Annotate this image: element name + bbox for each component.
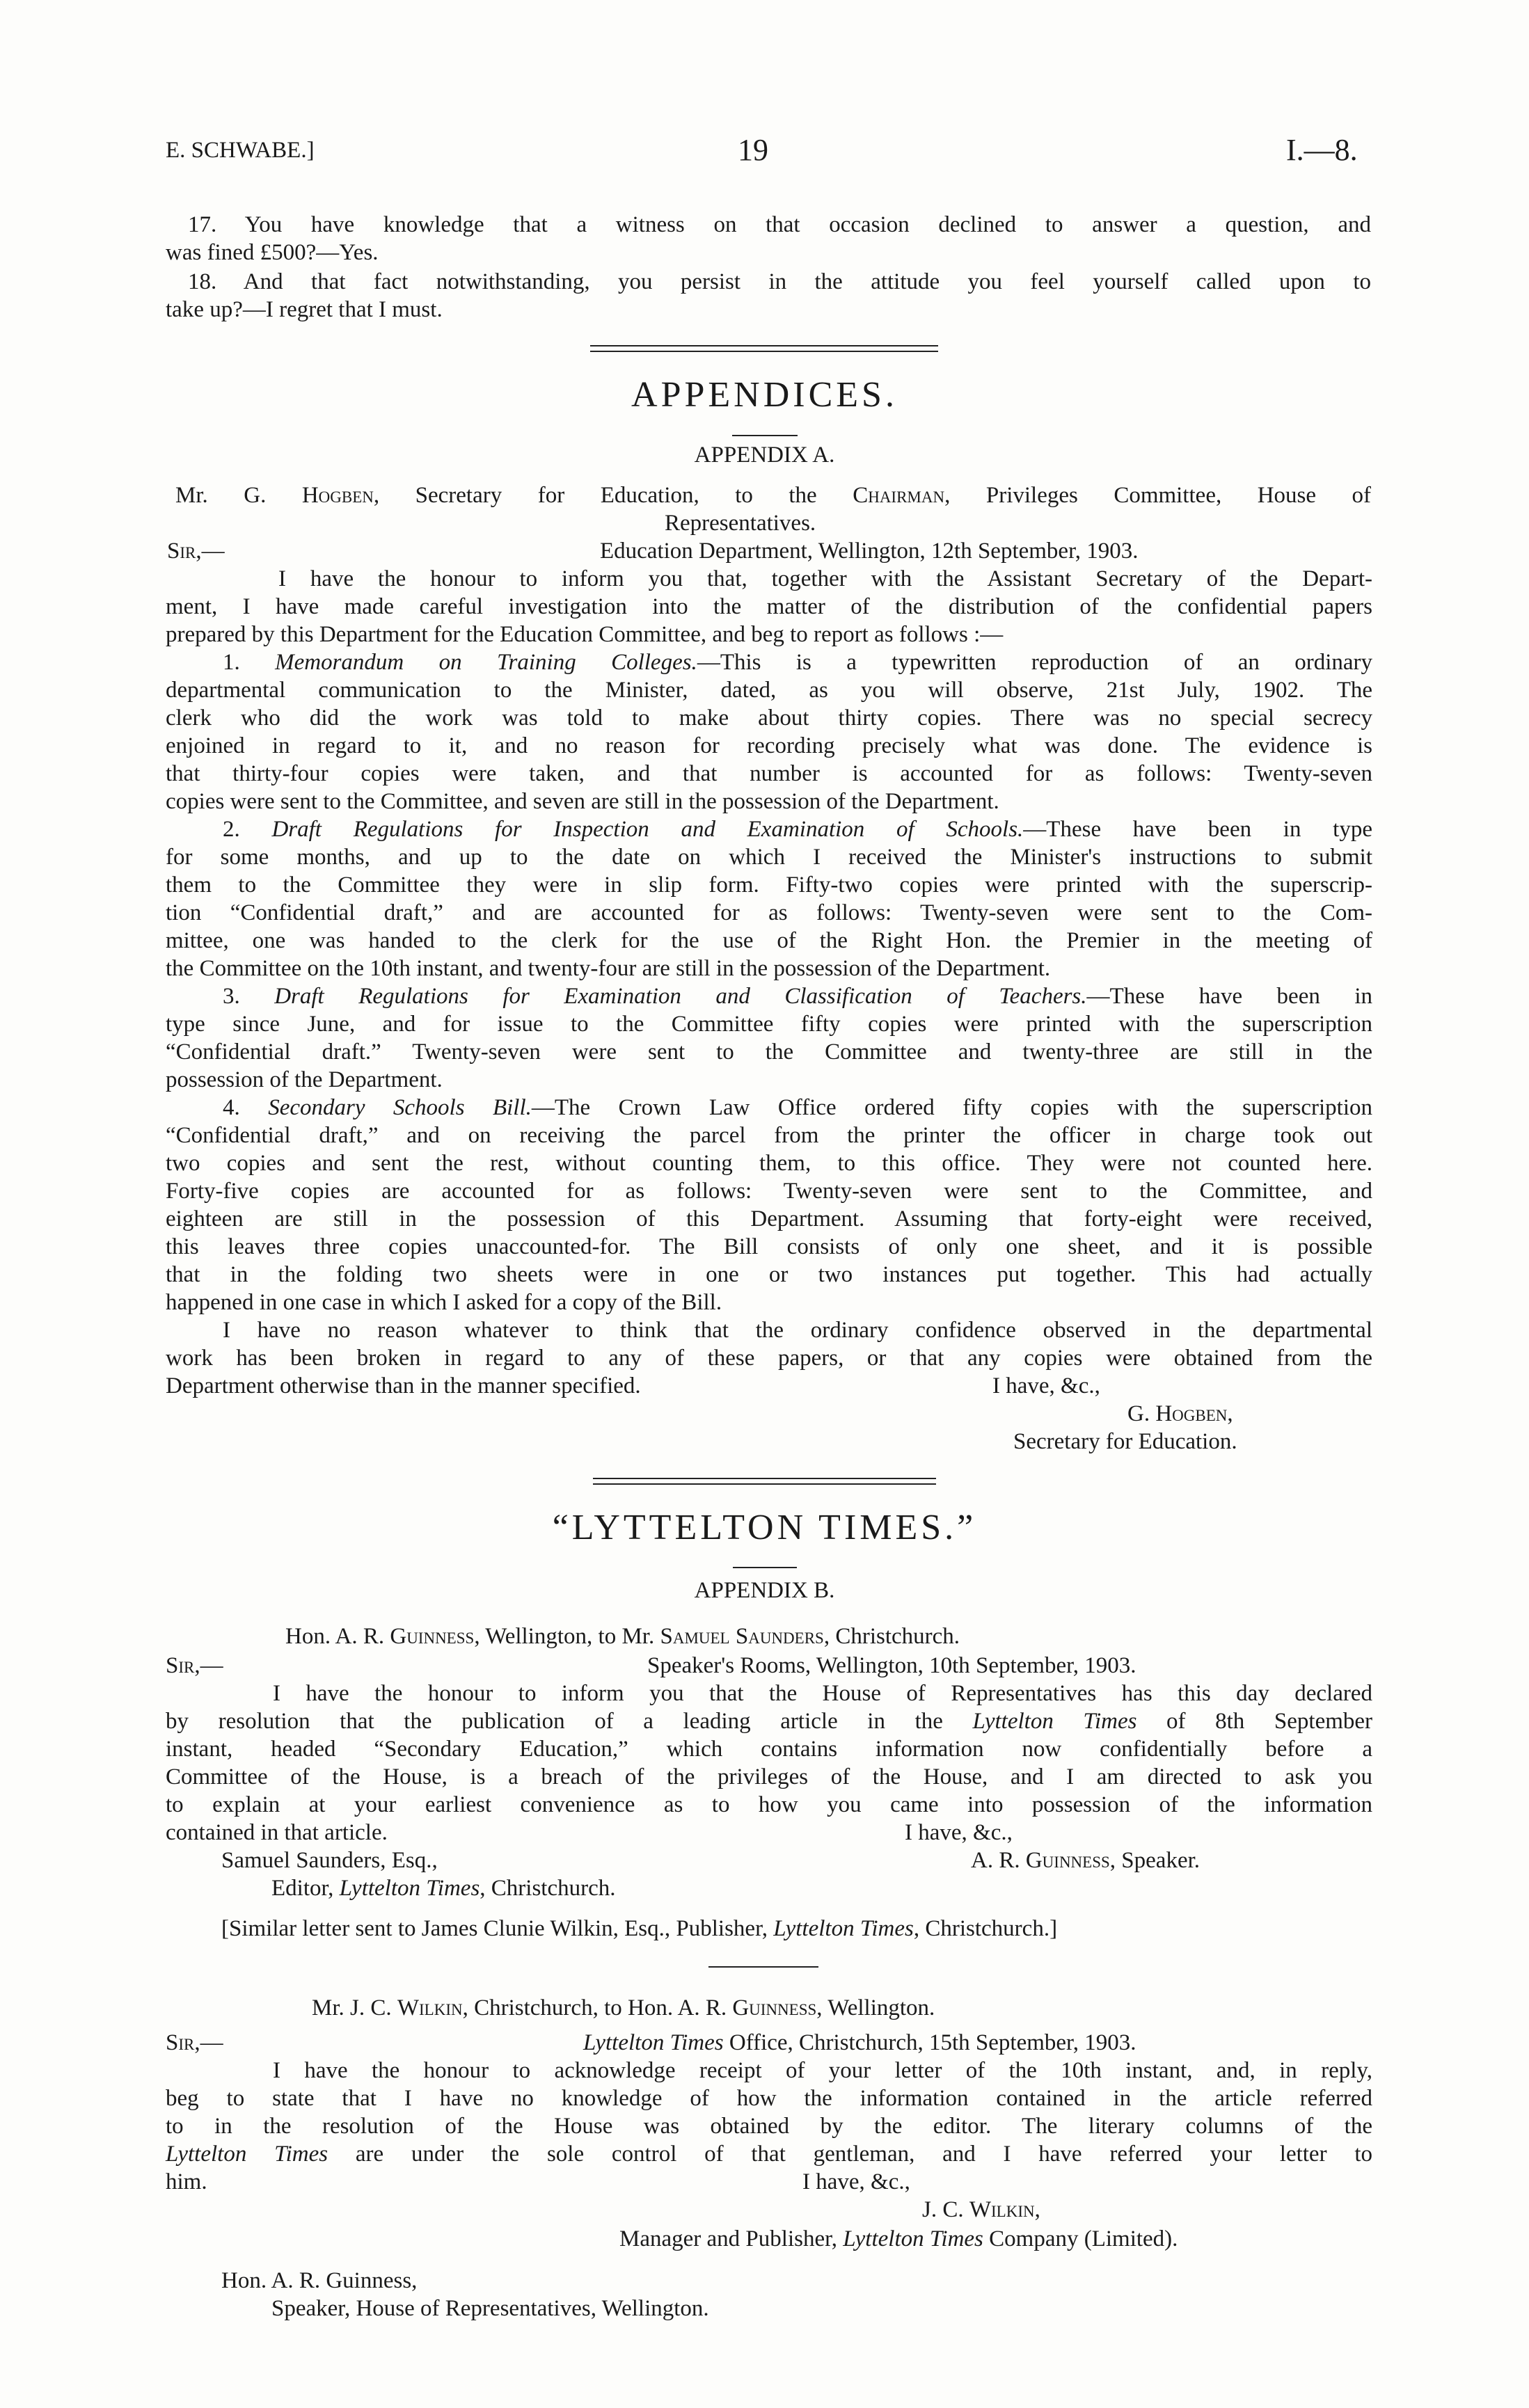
paragraph-4-line: Forty-five copies are accounted for as follows: Twenty-seven were sent to the Committee, and <box>166 1179 1372 1204</box>
paragraph-3-line: type since June, and for issue to the Committee fifty copies were printed with the superscription <box>166 1012 1372 1037</box>
paragraph-2-line: them to the Committee they were in slip form. Fifty-two copies were printed with the superscrip- <box>166 872 1372 898</box>
paragraph-1-first-line: 1. Memorandum on Training Colleges.—This is a typewritten reproduction of an ordinary <box>223 650 1373 675</box>
paragraph-1-line: enjoined in regard to it, and no reason for recording precisely what was done. The evidence is <box>166 733 1372 758</box>
paragraph-4-line: this leaves three copies unaccounted-for. The Bill consists of only one sheet, and it is possible <box>166 1234 1372 1259</box>
appendix-a-signature: G. Hogben, <box>1127 1401 1233 1426</box>
paragraph-3-line: possession of the Department. <box>166 1067 443 1092</box>
appendix-b-signature: A. R. Guinness, Speaker. <box>971 1848 1201 1873</box>
paragraph-4-line: happened in one case in which I asked for a copy of the Bill. <box>166 1290 722 1315</box>
reply-signature: J. C. Wilkin, <box>922 2197 1040 2222</box>
appendix-a-salutation: Sir,— <box>167 539 225 564</box>
reply-body-line: Lyttelton Times are under the sole control of that gentleman, and I have referred your letter to <box>166 2142 1373 2167</box>
paragraph-3-line: “Confidential draft.” Twenty-seven were sent to the Committee and twenty-three are still in the <box>166 1039 1372 1065</box>
paragraph-2-first-line: 2. Draft Regulations for Inspection and Examination of Schools.—These have been in type <box>223 817 1373 842</box>
appendix-b-body-line: by resolution that the publication of a leading article in the Lyttelton Times of 8th September <box>166 1709 1373 1734</box>
reply-salutation: Sir,— <box>166 2030 223 2055</box>
paragraph-4-line: eighteen are still in the possession of this Department. Assuming that forty-eight were received, <box>166 1206 1372 1231</box>
paragraph-2-line: mittee, one was handed to the clerk for the use of the Right Hon. the Premier in the meeting of <box>166 928 1372 953</box>
appendices-title: APPENDICES. <box>631 375 898 415</box>
appendix-b-addressee-line2: Editor, Lyttelton Times, Christchurch. <box>271 1876 616 1901</box>
paragraph-2-line: tion “Confidential draft,” and are accounted for as follows: Twenty-seven were sent to the Com- <box>166 900 1372 925</box>
page-number: 19 <box>738 133 768 167</box>
appendix-a-signature-title: Secretary for Education. <box>1013 1429 1237 1454</box>
section-double-rule <box>593 1478 936 1485</box>
paragraph-4-line: “Confidential draft,” and on receiving the parcel from the printer the officer in charge took out <box>166 1123 1372 1148</box>
short-rule <box>708 1966 818 1968</box>
reply-body-line: to in the resolution of the House was obtained by the editor. The literary columns of the <box>166 2114 1372 2139</box>
question-17-line2: was fined £500?—Yes. <box>166 240 379 265</box>
appendix-b-body-line: contained in that article. <box>166 1820 388 1845</box>
paragraph-4-line: two copies and sent the rest, without counting them, to this office. They were not counted here. <box>166 1151 1372 1176</box>
appendix-a-label: APPENDIX A. <box>694 442 835 468</box>
reply-addressee: Hon. A. R. Guinness, <box>221 2268 418 2293</box>
appendix-b-body-line: instant, headed “Secondary Education,” which contains information now confidentially before a <box>166 1737 1372 1762</box>
similar-letter-note: [Similar letter sent to James Clunie Wilkin, Esq., Publisher, Lyttelton Times, Christchurch.] <box>221 1916 1058 1941</box>
closing-line: I have no reason whatever to think that the ordinary confidence observed in the departmental <box>223 1318 1372 1343</box>
appendix-b-from-line: Hon. A. R. Guinness, Wellington, to Mr. Samuel Saunders, Christchurch. <box>285 1624 960 1649</box>
closing-line: work has been broken in regard to any of these papers, or that any copies were obtained from the <box>166 1346 1372 1371</box>
paragraph-4-first-line: 4. Secondary Schools Bill.—The Crown Law Office ordered fifty copies with the superscription <box>223 1095 1372 1120</box>
appendix-b-body-line: to explain at your earliest convenience as to how you came into possession of the information <box>166 1792 1372 1817</box>
appendix-b-salutation: Sir,— <box>166 1653 223 1678</box>
paragraph-3-first-line: 3. Draft Regulations for Examination and Classification of Teachers.—These have been in <box>223 984 1372 1009</box>
short-rule <box>733 1567 797 1568</box>
appendix-a-dateline: Education Department, Wellington, 12th September, 1903. <box>600 539 1139 564</box>
question-17-line1: 17. You have knowledge that a witness on that occasion declined to answer a question, and <box>188 212 1371 237</box>
question-18-line1: 18. And that fact notwithstanding, you persist in the attitude you feel yourself called upon to <box>188 269 1371 294</box>
appendix-b-body-line: Committee of the House, is a breach of the privileges of the House, and I am directed to ask you <box>166 1764 1372 1789</box>
appendix-a-body-line: prepared by this Department for the Education Committee, and beg to report as follows :— <box>166 622 1004 647</box>
paragraph-2-line: the Committee on the 10th instant, and twenty-four are still in the possession of the Department. <box>166 956 1051 981</box>
reply-body-line: beg to state that I have no knowledge of how the information contained in the article referred <box>166 2086 1372 2111</box>
paragraph-1-line: that thirty-four copies were taken, and that number is accounted for as follows: Twenty-seven <box>166 761 1372 786</box>
header-author: E. SCHWABE.] <box>166 138 315 163</box>
paragraph-4-line: that in the folding two sheets were in one or two instances put together. This had actually <box>166 1262 1372 1287</box>
reply-addressee-line2: Speaker, House of Representatives, Wellington. <box>271 2296 709 2321</box>
appendix-a-from-line: Mr. G. Hogben, Secretary for Education, to the Chairman, Privileges Committee, House of <box>175 483 1372 508</box>
appendix-b-dateline: Speaker's Rooms, Wellington, 10th September, 1903. <box>647 1653 1136 1678</box>
appendix-a-body-line: I have the honour to inform you that, together with the Assistant Secretary of the Depart- <box>278 566 1372 591</box>
paragraph-2-line: for some months, and up to the date on which I received the Minister's instructions to submit <box>166 845 1372 870</box>
reply-signature-title: Manager and Publisher, Lyttelton Times Company (Limited). <box>619 2226 1178 2251</box>
appendix-a-sign-off: I have, &c., <box>992 1373 1100 1398</box>
reply-dateline: Lyttelton Times Office, Christchurch, 15th September, 1903. <box>583 2030 1136 2055</box>
closing-line: Department otherwise than in the manner specified. <box>166 1373 641 1398</box>
header-reference: I.—8. <box>1286 133 1358 167</box>
lyttelton-times-title: “LYTTELTON TIMES.” <box>552 1508 977 1547</box>
appendix-a-body-line: ment, I have made careful investigation into the matter of the distribution of the confidential papers <box>166 594 1372 619</box>
appendix-b-sign-off: I have, &c., <box>905 1820 1013 1845</box>
section-double-rule <box>590 345 938 352</box>
paragraph-1-line: departmental communication to the Minister, dated, as you will observe, 21st July, 1902. The <box>166 678 1372 703</box>
reply-sign-off: I have, &c., <box>802 2169 910 2194</box>
appendix-b-addressee: Samuel Saunders, Esq., <box>221 1848 438 1873</box>
question-18-line2: take up?—I regret that I must. <box>166 297 443 322</box>
reply-body-line: him. <box>166 2169 207 2194</box>
paragraph-1-line: clerk who did the work was told to make about thirty copies. There was no special secrecy <box>166 705 1372 731</box>
appendix-a-from-line2: Representatives. <box>665 511 816 536</box>
appendix-b-label: APPENDIX B. <box>694 1578 835 1603</box>
short-rule <box>732 435 798 436</box>
reply-body-line: I have the honour to acknowledge receipt of your letter of the 10th instant, and, in reply, <box>273 2058 1372 2083</box>
appendix-b-body-line: I have the honour to inform you that the House of Representatives has this day declared <box>273 1681 1372 1706</box>
reply-from-line: Mr. J. C. Wilkin, Christchurch, to Hon. A. R. Guinness, Wellington. <box>312 1995 935 2020</box>
paragraph-1-line: copies were sent to the Committee, and seven are still in the possession of the Department. <box>166 789 999 814</box>
